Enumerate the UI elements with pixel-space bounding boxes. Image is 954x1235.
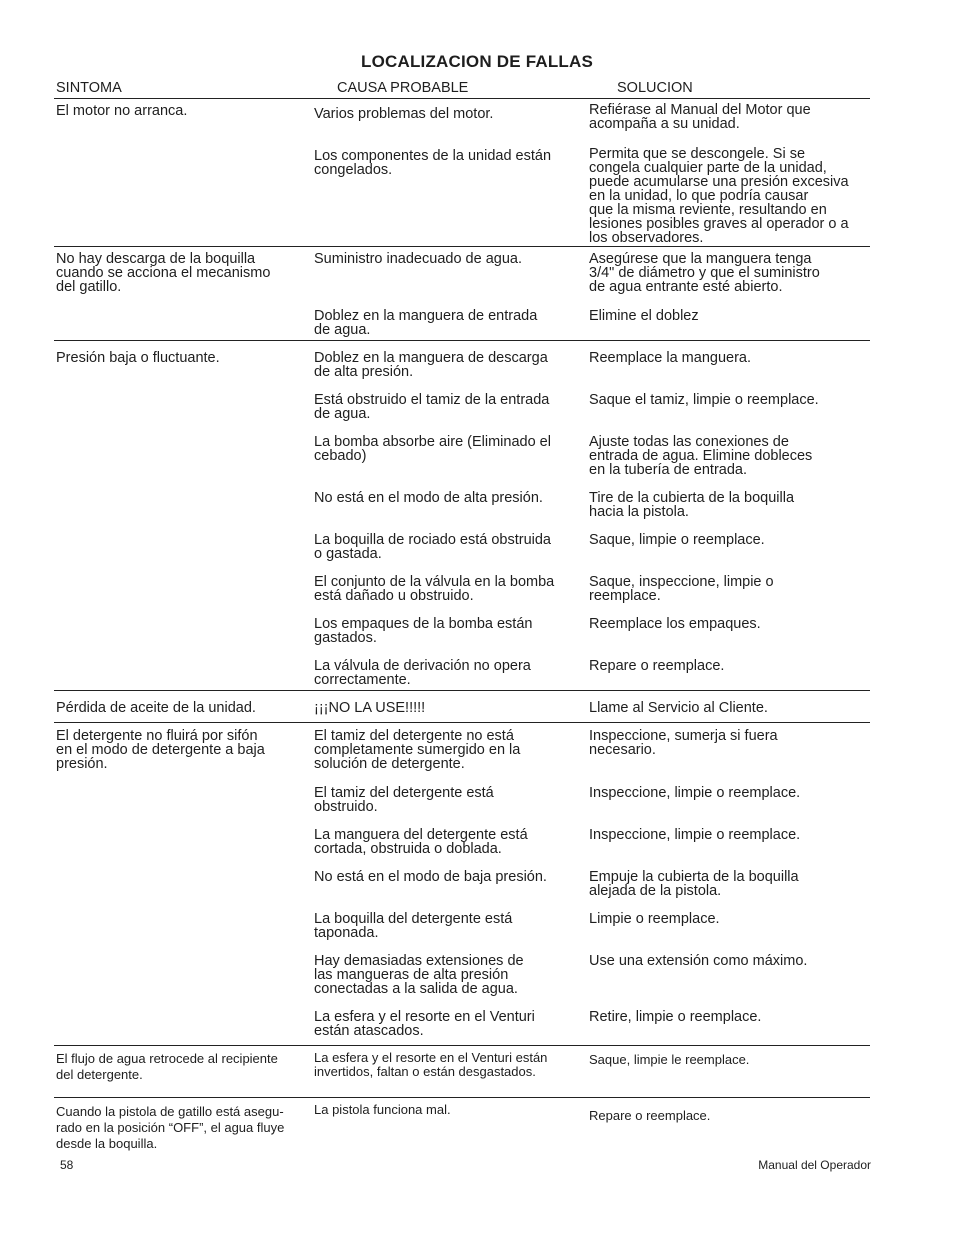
cause-cell: La boquilla de rociado está obstruida o gastada. bbox=[314, 532, 551, 562]
symptom-cell: No hay descarga de la boquilla cuando se acciona el mecanismo del gatillo. bbox=[56, 251, 271, 295]
solution-cell: Reemplace los empaques. bbox=[589, 616, 761, 632]
solution-cell: Permita que se descongele. Si se congela cualquier parte de la unidad, puede acumularse una presión excesiva en la unidad, lo que podría causar que la misma reviente, resultando en lesiones posibles graves al operador o a los observadores. bbox=[589, 146, 849, 246]
header-cause: CAUSA PROBABLE bbox=[337, 80, 469, 96]
cause-cell: No está en el modo de alta presión. bbox=[314, 490, 543, 506]
solution-cell: Saque, limpie le reemplace. bbox=[589, 1052, 750, 1067]
cause-cell: Hay demasiadas extensiones de las mangueras de alta presión conectadas a la salida de agua. bbox=[314, 953, 524, 997]
symptom-cell: El flujo de agua retrocede al recipiente del detergente. bbox=[56, 1051, 278, 1082]
solution-cell: Retire, limpie o reemplace. bbox=[589, 1009, 762, 1025]
page-title: LOCALIZACION DE FALLAS bbox=[361, 52, 593, 71]
header-solution: SOLUCION bbox=[617, 80, 693, 96]
cause-cell: Varios problemas del motor. bbox=[314, 106, 494, 122]
solution-cell: Saque, inspeccione, limpie o reemplace. bbox=[589, 574, 774, 604]
cause-cell: La manguera del detergente está cortada, obstruida o doblada. bbox=[314, 827, 528, 857]
solution-cell: Inspeccione, limpie o reemplace. bbox=[589, 827, 801, 843]
cause-cell: El tamiz del detergente no está completamente sumergido en la solución de detergente. bbox=[314, 728, 521, 772]
row-divider bbox=[54, 722, 870, 723]
solution-cell: Reemplace la manguera. bbox=[589, 350, 752, 366]
cause-cell: Doblez en la manguera de descarga de alta presión. bbox=[314, 350, 548, 380]
solution-cell: Inspeccione, limpie o reemplace. bbox=[589, 785, 801, 801]
cause-cell: La boquilla del detergente está taponada. bbox=[314, 911, 513, 941]
cause-cell: Suministro inadecuado de agua. bbox=[314, 251, 522, 267]
row-divider bbox=[54, 1097, 870, 1098]
cause-cell: La esfera y el resorte en el Venturi están invertidos, faltan o están desgastados. bbox=[314, 1050, 548, 1079]
solution-cell: Llame al Servicio al Cliente. bbox=[589, 700, 768, 716]
row-divider bbox=[54, 1045, 870, 1046]
header-rule bbox=[54, 98, 870, 99]
cause-cell: No está en el modo de baja presión. bbox=[314, 869, 547, 885]
cause-cell: El tamiz del detergente está obstruido. bbox=[314, 785, 494, 815]
solution-cell: Inspeccione, sumerja si fuera necesario. bbox=[589, 728, 778, 758]
cause-cell: La esfera y el resorte en el Venturi están atascados. bbox=[314, 1009, 535, 1039]
symptom-cell: Presión baja o fluctuante. bbox=[56, 350, 220, 366]
solution-cell: Tire de la cubierta de la boquilla hacia la pistola. bbox=[589, 490, 795, 520]
cause-cell: La pistola funciona mal. bbox=[314, 1102, 451, 1117]
row-divider bbox=[54, 246, 870, 247]
cause-cell: Doblez en la manguera de entrada de agua. bbox=[314, 308, 538, 338]
solution-cell: Repare o reemplace. bbox=[589, 658, 725, 674]
cause-cell: El conjunto de la válvula en la bomba está dañado u obstruido. bbox=[314, 574, 555, 604]
cause-cell: La bomba absorbe aire (Eliminado el cebado) bbox=[314, 434, 551, 464]
manual-title: Manual del Operador bbox=[758, 1158, 871, 1172]
cause-cell: Los empaques de la bomba están gastados. bbox=[314, 616, 533, 646]
cause-cell: Los componentes de la unidad están congelados. bbox=[314, 148, 552, 178]
solution-cell: Elimine el doblez bbox=[589, 308, 699, 324]
solution-cell: Refiérase al Manual del Motor que acompaña a su unidad. bbox=[589, 102, 811, 132]
symptom-cell: Pérdida de aceite de la unidad. bbox=[56, 700, 256, 716]
solution-cell: Use una extensión como máximo. bbox=[589, 953, 808, 969]
cause-cell: Está obstruido el tamiz de la entrada de agua. bbox=[314, 392, 550, 422]
solution-cell: Limpie o reemplace. bbox=[589, 911, 720, 927]
solution-cell: Ajuste todas las conexiones de entrada de agua. Elimine dobleces en la tubería de entrada. bbox=[589, 434, 813, 478]
solution-cell: Repare o reemplace. bbox=[589, 1108, 711, 1123]
symptom-cell: El motor no arranca. bbox=[56, 103, 188, 119]
header-symptom: SINTOMA bbox=[56, 80, 122, 96]
row-divider bbox=[54, 340, 870, 341]
solution-cell: Saque, limpie o reemplace. bbox=[589, 532, 765, 548]
solution-cell: Saque el tamiz, limpie o reemplace. bbox=[589, 392, 819, 408]
cause-cell: ¡¡¡NO LA USE!!!!! bbox=[314, 700, 426, 716]
row-divider bbox=[54, 690, 870, 691]
solution-cell: Asegúrese que la manguera tenga 3/4" de diámetro y que el suministro de agua entrante esté abierto. bbox=[589, 251, 820, 295]
page-number: 58 bbox=[60, 1158, 74, 1172]
symptom-cell: Cuando la pistola de gatillo está asegu- rado en la posición “OFF”, el agua fluye desde la boquilla. bbox=[56, 1104, 285, 1151]
symptom-cell: El detergente no fluirá por sifón en el modo de detergente a baja presión. bbox=[56, 728, 265, 772]
cause-cell: La válvula de derivación no opera correctamente. bbox=[314, 658, 531, 688]
solution-cell: Empuje la cubierta de la boquilla alejada de la pistola. bbox=[589, 869, 799, 899]
